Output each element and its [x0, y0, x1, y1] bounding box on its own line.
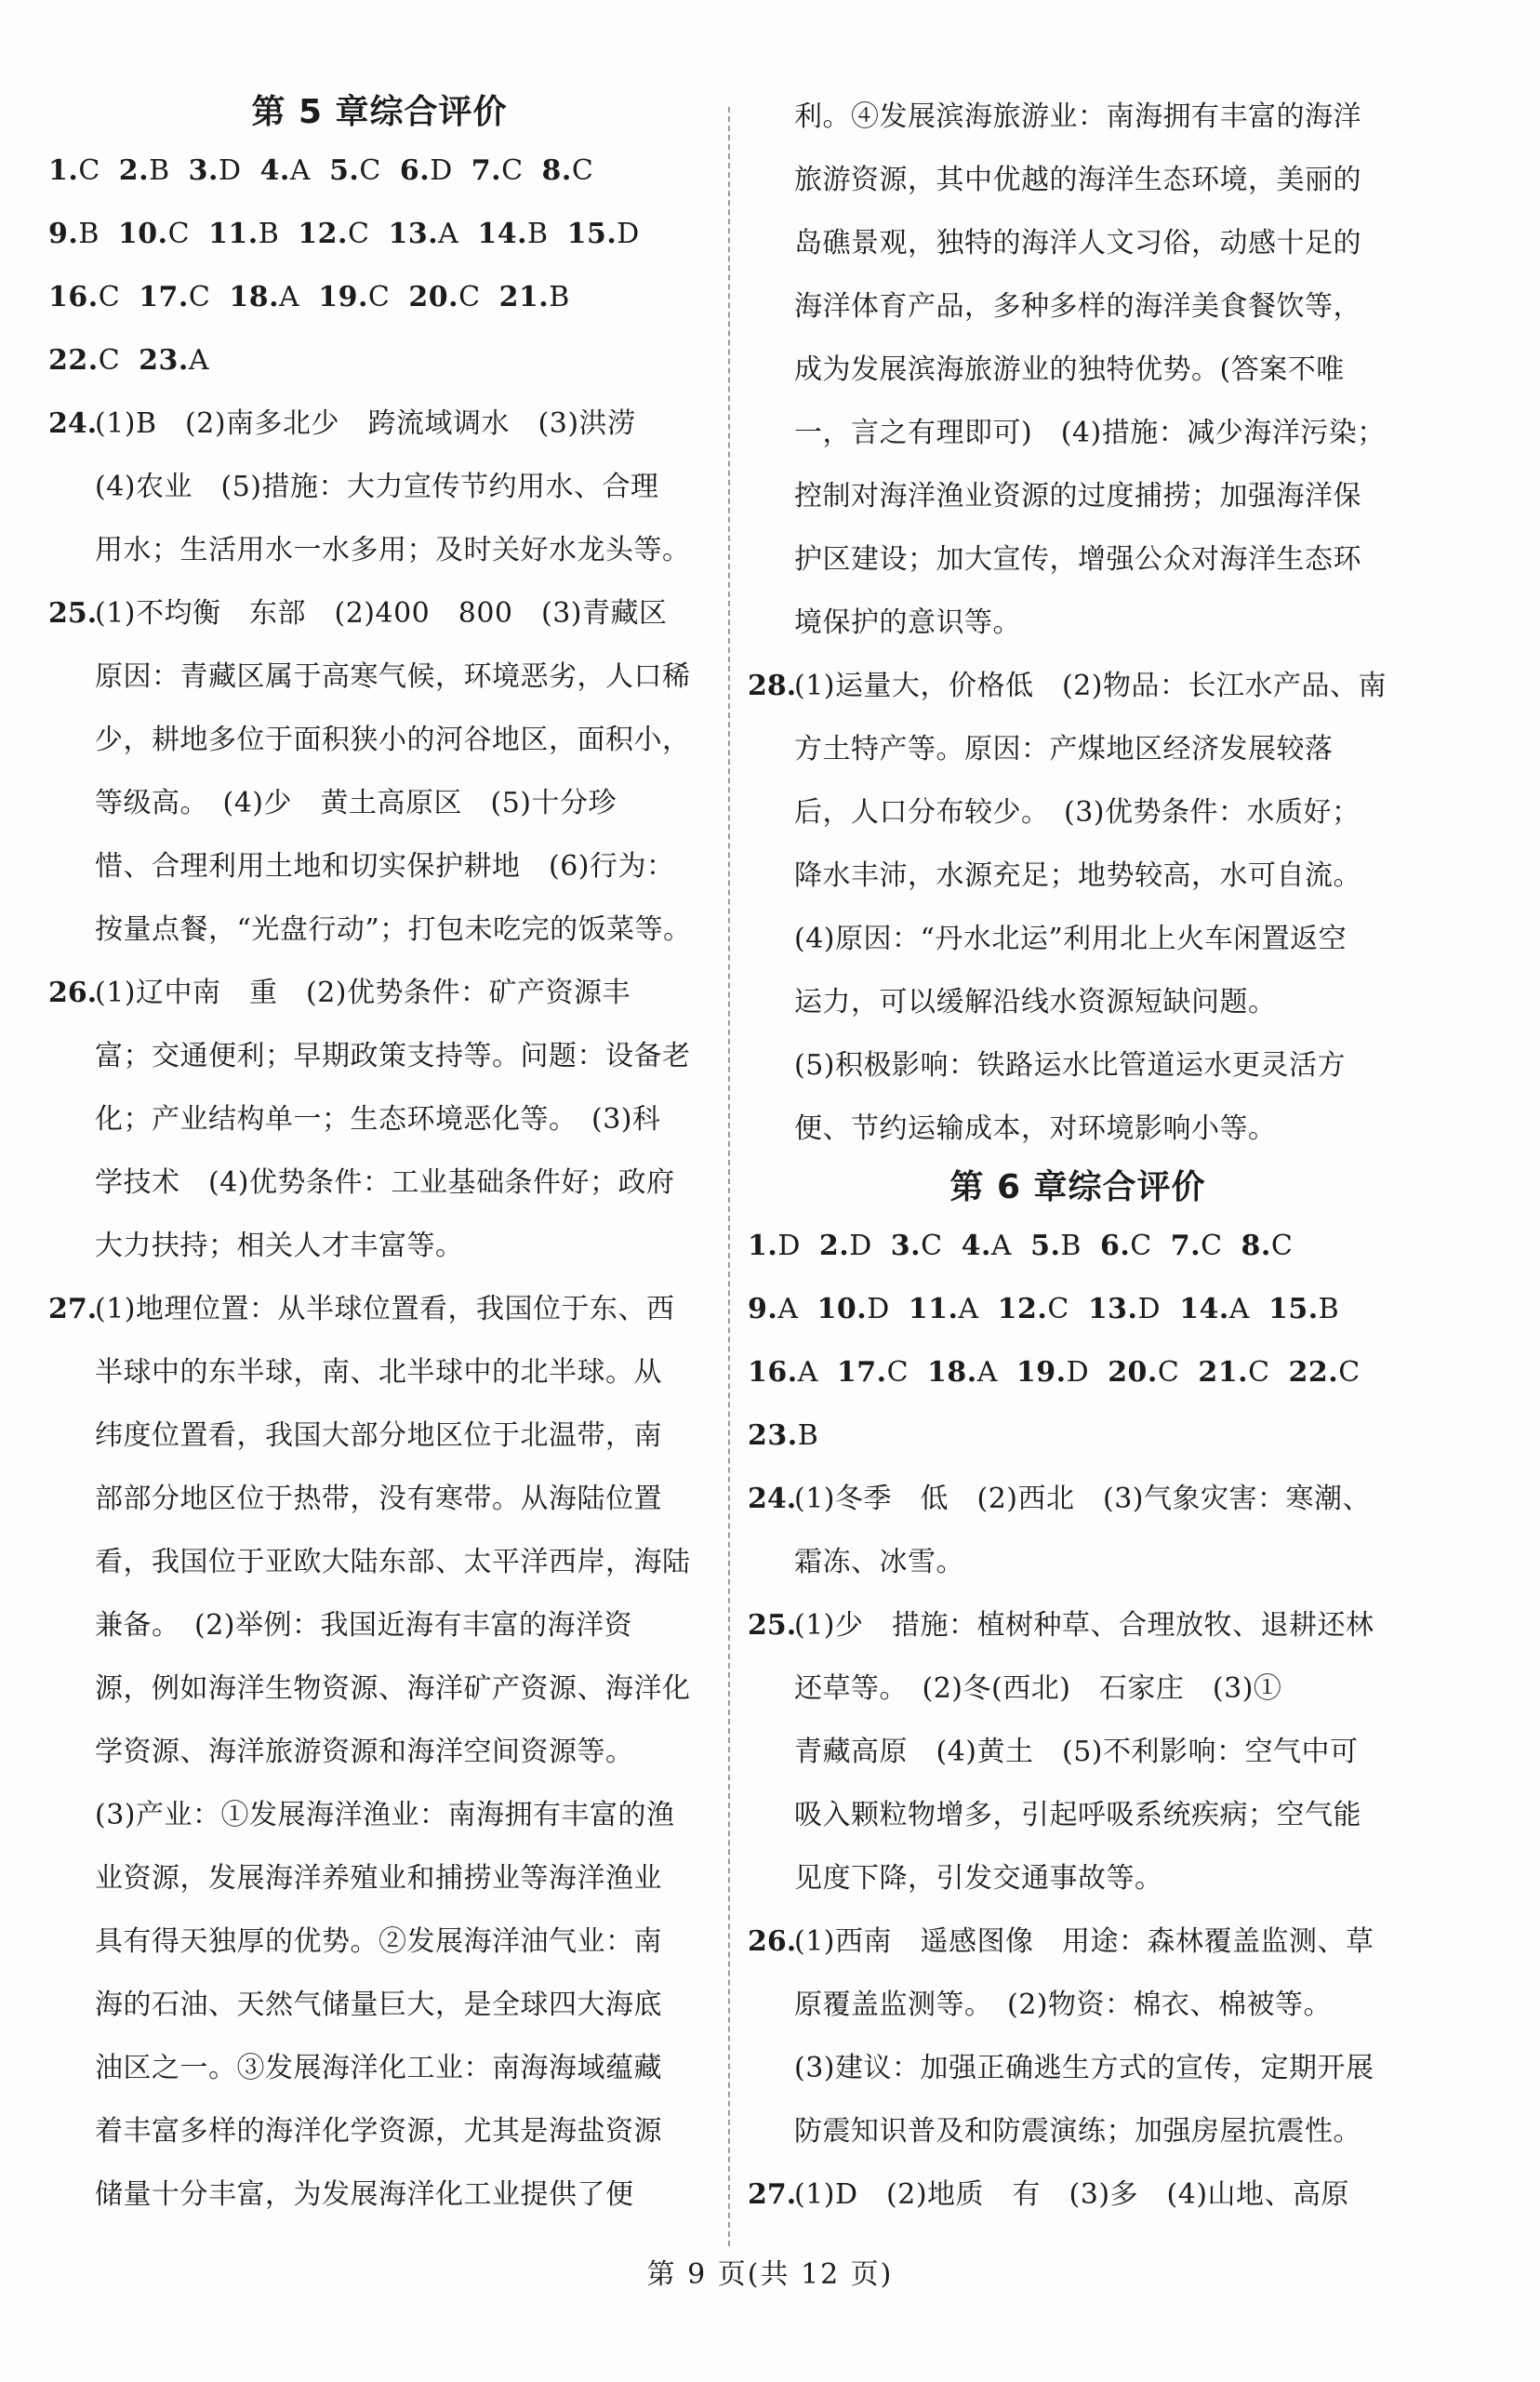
text-line: (1)冬季 低 (2)西北 (3)气象灾害：寒潮、: [794, 1483, 1371, 1515]
text-line: 少，耕地多位于面积狭小的河谷地区，面积小，: [95, 724, 691, 756]
question-number: 25.: [48, 597, 98, 630]
column-divider: [728, 107, 730, 2246]
mc-answer: 17.C: [139, 281, 211, 313]
text-line: 控制对海洋渔业资源的过度捕捞；加强海洋保: [794, 480, 1361, 512]
text-line: 看，我国位于亚欧大陆东部、太平洋西岸，海陆: [95, 1546, 691, 1578]
mc-answer: 7.C: [1170, 1230, 1223, 1262]
mc-row: [48, 329, 710, 393]
text-line: 还草等。 (2)冬(西北) 石家庄 (3)①: [794, 1672, 1282, 1705]
text-line: (4)原因：“丹水北运”利用北上火车闲置返空: [794, 923, 1348, 955]
text-line: 学资源、海洋旅游资源和海洋空间资源等。: [95, 1736, 634, 1768]
mc-answer: 23.A: [139, 344, 210, 377]
text-line: (1)不均衡 东部 (2)400 800 (3)青藏区: [95, 597, 668, 630]
question-number: 24.: [48, 407, 98, 440]
text-line: 部部分地区位于热带，没有寒带。从海陆位置: [95, 1483, 662, 1515]
mc-answer: 3.C: [890, 1230, 943, 1262]
text-line: 吸入颗粒物增多，引起呼吸系统疾病；空气能: [794, 1799, 1361, 1831]
mc-answer: 6.C: [1099, 1230, 1152, 1262]
mc-answer: 15.B: [1268, 1293, 1340, 1325]
text-line: 境保护的意识等。: [794, 606, 1021, 639]
mc-row: [748, 1404, 1408, 1468]
text-line: 护区建设；加大宣传，增强公众对海洋生态环: [794, 543, 1361, 576]
mc-answer: 4.A: [259, 154, 312, 187]
page-footer: 第 9 页(共 12 页): [646, 2258, 894, 2291]
mc-row: [748, 1341, 1408, 1404]
text-line: (1)少 措施：植树种草、合理放牧、退耕还林: [794, 1609, 1374, 1642]
text-line: (1)辽中南 重 (2)优势条件：矿产资源丰: [95, 977, 631, 1009]
mc-answer: 10.D: [816, 1293, 890, 1325]
mc-answer: 20.C: [1108, 1356, 1180, 1389]
mc-answer: 10.C: [117, 218, 191, 250]
text-line: 方土特产等。原因：产煤地区经济发展较落: [794, 733, 1334, 765]
mc-answer: 12.C: [997, 1293, 1069, 1325]
text-line: 成为发展滨海旅游业的独特优势。(答案不唯: [794, 353, 1345, 386]
chapter5-mc-answers: [48, 140, 710, 393]
mc-answer: 13.D: [1087, 1293, 1162, 1325]
text-line: (1)地理位置：从半球位置看，我国位于东、西: [95, 1293, 675, 1325]
text-line: 等级高。 (4)少 黄土高原区 (5)十分珍: [95, 787, 617, 819]
ch6-question-27: [748, 2163, 1408, 2227]
mc-answer: 17.C: [836, 1356, 909, 1389]
text-line: 用水；生活用水一水多用；及时关好水龙头等。: [95, 534, 691, 566]
answer-text: [794, 1910, 1408, 2163]
chapter6-title: 第 6 章综合评价: [949, 1168, 1206, 1206]
left-column: [48, 86, 710, 2227]
mc-answer: 19.D: [1016, 1356, 1090, 1389]
mc-answer: 6.D: [399, 154, 453, 187]
text-line: (1)D (2)地质 有 (3)多 (4)山地、高原: [794, 2178, 1350, 2211]
answer-text: [794, 655, 1408, 1161]
text-line: 着丰富多样的海洋化学资源，尤其是海盐资源: [95, 2115, 662, 2148]
mc-answer: 11.A: [908, 1293, 979, 1325]
text-line: 海洋体育产品，多种多样的海洋美食餐饮等，: [794, 290, 1361, 323]
text-line: 富；交通便利；早期政策支持等。问题：设备老: [95, 1040, 691, 1072]
mc-answer: 7.C: [471, 154, 524, 187]
answer-text: [794, 1468, 1408, 1594]
question-number: 27.: [48, 1293, 98, 1325]
mc-answer: 21.B: [498, 281, 570, 313]
text-line: 霜冻、冰雪。: [794, 1546, 964, 1578]
text-line: 便、节约运输成本，对环境影响小等。: [794, 1112, 1277, 1145]
text-line: 后，人口分布较少。 (3)优势条件：水质好；: [794, 796, 1361, 829]
ch6-question-24: [748, 1468, 1408, 1594]
mc-answer: 19.C: [318, 281, 391, 313]
mc-answer: 3.D: [188, 154, 242, 187]
ch5-question-25: [48, 582, 710, 962]
ch6-question-25: [748, 1594, 1408, 1910]
mc-answer: 12.C: [298, 218, 370, 250]
text-line: (1)B (2)南多北少 跨流域调水 (3)洪涝: [95, 407, 636, 440]
text-line: 纬度位置看，我国大部分地区位于北温带，南: [95, 1419, 662, 1452]
question-number: 24.: [748, 1483, 797, 1515]
mc-row: [748, 1215, 1408, 1278]
text-line: 海的石油、天然气储量巨大，是全球四大海底: [95, 1989, 662, 2021]
mc-answer: 2.B: [118, 154, 170, 187]
ch5-question-27-continued: [748, 86, 1408, 655]
mc-answer: 14.B: [477, 218, 549, 250]
mc-answer: 22.C: [1288, 1356, 1361, 1389]
text-line: 油区之一。③发展海洋化工业：南海海域蕴藏: [95, 2052, 662, 2084]
ch5-question-27: [48, 1278, 710, 2227]
text-line: 惜、合理利用土地和切实保护耕地 (6)行为：: [95, 850, 675, 883]
mc-answer: 5.C: [329, 154, 381, 187]
mc-answer: 20.C: [408, 281, 481, 313]
chapter5-title: 第 5 章综合评价: [251, 93, 508, 131]
text-line: 具有得天独厚的优势。②发展海洋油气业：南: [95, 1925, 662, 1958]
text-line: 一，言之有理即可) (4)措施：减少海洋污染；: [794, 417, 1386, 449]
text-line: 储量十分丰富，为发展海洋化工业提供了便: [95, 2178, 634, 2211]
text-line: 降水丰沛，水源充足；地势较高，水可自流。: [794, 859, 1361, 892]
mc-answer: 8.C: [1241, 1230, 1294, 1262]
mc-row: [48, 203, 710, 266]
chapter6-mc-answers: [748, 1215, 1408, 1468]
question-number: 25.: [748, 1609, 797, 1642]
mc-answer: 13.A: [388, 218, 459, 250]
text-line: 利。④发展滨海旅游业：南海拥有丰富的海洋: [794, 100, 1361, 133]
mc-answer: 22.C: [48, 344, 121, 377]
answer-text: [95, 582, 710, 962]
answer-text: [794, 2163, 1408, 2227]
text-line: 青藏高原 (4)黄土 (5)不利影响：空气中可: [794, 1736, 1359, 1768]
mc-answer: 1.C: [48, 154, 100, 187]
mc-answer: 18.A: [927, 1356, 998, 1389]
text-line: 业资源，发展海洋养殖业和捕捞业等海洋渔业: [95, 1862, 662, 1895]
question-number: 26.: [748, 1925, 797, 1958]
answer-text: [95, 1278, 710, 2227]
mc-answer: 23.B: [748, 1419, 819, 1452]
mc-answer: 2.D: [818, 1230, 872, 1262]
text-line: 按量点餐，“光盘行动”；打包未吃完的饭菜等。: [95, 913, 692, 946]
mc-answer: 21.C: [1198, 1356, 1270, 1389]
text-line: 运力，可以缓解沿线水资源短缺问题。: [794, 986, 1277, 1018]
mc-row: [748, 1278, 1408, 1341]
text-line: 原覆盖监测等。 (2)物资：棉衣、棉被等。: [794, 1989, 1332, 2021]
mc-answer: 9.A: [748, 1293, 799, 1325]
text-line: 源，例如海洋生物资源、海洋矿产资源、海洋化: [95, 1672, 691, 1705]
text-line: (1)西南 遥感图像 用途：森林覆盖监测、草: [794, 1925, 1374, 1958]
mc-row: [48, 266, 710, 329]
ch5-question-28: [748, 655, 1408, 1161]
question-number: 26.: [48, 977, 98, 1009]
mc-answer: 14.A: [1179, 1293, 1250, 1325]
text-line: 旅游资源，其中优越的海洋生态环境，美丽的: [794, 164, 1361, 196]
mc-answer: 16.A: [748, 1356, 818, 1389]
ch5-question-26: [48, 962, 710, 1278]
text-line: (3)产业：①发展海洋渔业：南海拥有丰富的渔: [95, 1799, 675, 1831]
text-line: (5)积极影响：铁路运水比管道运水更灵活方: [794, 1049, 1346, 1082]
question-number: 27.: [748, 2178, 797, 2211]
text-line: 半球中的东半球，南、北半球中的北半球。从: [95, 1356, 662, 1389]
answer-text: [95, 393, 710, 582]
mc-answer: 9.B: [48, 218, 100, 250]
mc-answer: 15.D: [566, 218, 640, 250]
text-line: 防震知识普及和防震演练；加强房屋抗震性。: [794, 2115, 1361, 2148]
ch5-question-24: [48, 393, 710, 582]
text-line: 学技术 (4)优势条件：工业基础条件好；政府: [95, 1166, 675, 1199]
answer-text: [95, 962, 710, 1278]
mc-answer: 1.D: [748, 1230, 801, 1262]
text-line: 大力扶持；相关人才丰富等。: [95, 1230, 464, 1262]
text-line: (3)建议：加强正确逃生方式的宣传，定期开展: [794, 2052, 1374, 2084]
mc-answer: 5.B: [1030, 1230, 1082, 1262]
question-number: 28.: [748, 670, 797, 702]
mc-answer: 4.A: [961, 1230, 1013, 1262]
mc-answer: 8.C: [541, 154, 594, 187]
mc-row: [48, 140, 710, 203]
text-line: 岛礁景观，独特的海洋人文习俗，动感十足的: [794, 227, 1361, 259]
text-line: 见度下降，引发交通事故等。: [794, 1862, 1163, 1895]
answer-text: [794, 1594, 1408, 1910]
right-column: [748, 86, 1408, 2227]
mc-answer: 16.C: [48, 281, 121, 313]
ch6-question-26: [748, 1910, 1408, 2163]
text-line: (1)运量大，价格低 (2)物品：长江水产品、南: [794, 670, 1387, 702]
mc-answer: 18.A: [229, 281, 300, 313]
text-line: 兼备。 (2)举例：我国近海有丰富的海洋资: [95, 1609, 632, 1642]
text-line: (4)农业 (5)措施：大力宣传节约用水、合理: [95, 471, 659, 503]
mc-answer: 11.B: [208, 218, 280, 250]
text-line: 原因：青藏区属于高寒气候，环境恶劣，人口稀: [95, 660, 691, 693]
text-line: 化；产业结构单一；生态环境恶化等。 (3)科: [95, 1103, 661, 1136]
